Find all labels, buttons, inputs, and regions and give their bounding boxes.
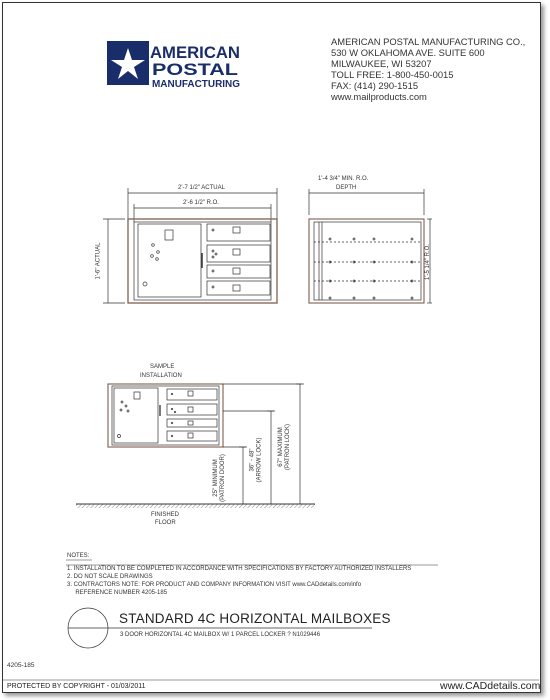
company-line: 530 W OKLAHOMA AVE. SUITE 600 (331, 47, 485, 58)
arrow-lock-label: 36" - 48" (ARROW LOCK) (249, 437, 263, 483)
reference-number: 4205-185 (7, 662, 35, 669)
notes-heading: NOTES: (67, 553, 90, 559)
note-item: 1. INSTALLATION TO BE COMPLETED IN ACCORDANCE WITH SPECIFICATIONS BY FACTORY AUTHORIZED INSTALLERS (67, 566, 412, 572)
company-line: TOLL FREE: 1-800-450-0015 (331, 69, 454, 80)
floor-label: FLOOR (155, 520, 176, 526)
logo-word-american: AMERICAN (150, 43, 240, 62)
dim-ro-width: 2'-6 1/2" R.O. (183, 200, 219, 206)
caddetails-link[interactable]: www.CADdetails.com (440, 680, 541, 692)
finished-label: FINISHED (151, 512, 180, 518)
drawing-title: STANDARD 4C HORIZONTAL MAILBOXES (119, 611, 391, 626)
min-height-label: 25" MINIMUM (PATRON DOOR) (212, 454, 226, 502)
logo-word-postal: POSTAL (152, 60, 238, 79)
dim-min-ro: 1'-4 3/4" MIN. R.O. (318, 176, 369, 182)
note-item: REFERENCE NUMBER 4205-185 (67, 590, 168, 596)
drawing-subtitle: 3 DOOR HORIZONTAL 4C MAILBOX W/ 1 PARCEL LOCKER ? N1029446 (120, 632, 321, 638)
side-view (309, 189, 432, 303)
sample-label: SAMPLE (150, 364, 175, 370)
copyright-text: PROTECTED BY COPYRIGHT - 01/03/2011 (7, 683, 146, 690)
company-line: AMERICAN POSTAL MANUFACTURING CO., (331, 36, 526, 47)
logo-word-manufacturing: MANUFACTURING (152, 79, 241, 90)
company-line: FAX: (414) 290-1515 (331, 80, 419, 91)
max-height-label: 67" MAXIMUM (PATRON LOCK) (278, 423, 292, 471)
company-logo (107, 41, 240, 90)
company-line: www.mailproducts.com (331, 91, 427, 102)
note-item: 2. DO NOT SCALE DRAWINGS (67, 574, 153, 580)
installation-label: INSTALLATION (140, 373, 182, 379)
note-item: 3. CONTRACTORS NOTE: FOR PRODUCT AND COMPANY INFORMATION VISIT www.CADdetails.com/info (67, 582, 362, 588)
dim-actual-width: 2'-7 1/2" ACTUAL (178, 185, 225, 191)
company-line: MILWAUKEE, WI 53207 (331, 58, 432, 69)
dim-actual-height: 1'-6" ACTUAL (95, 242, 102, 280)
dim-ro-height: 1'-5 1/4" R.O. (424, 244, 431, 280)
dim-depth: DEPTH (336, 185, 357, 191)
